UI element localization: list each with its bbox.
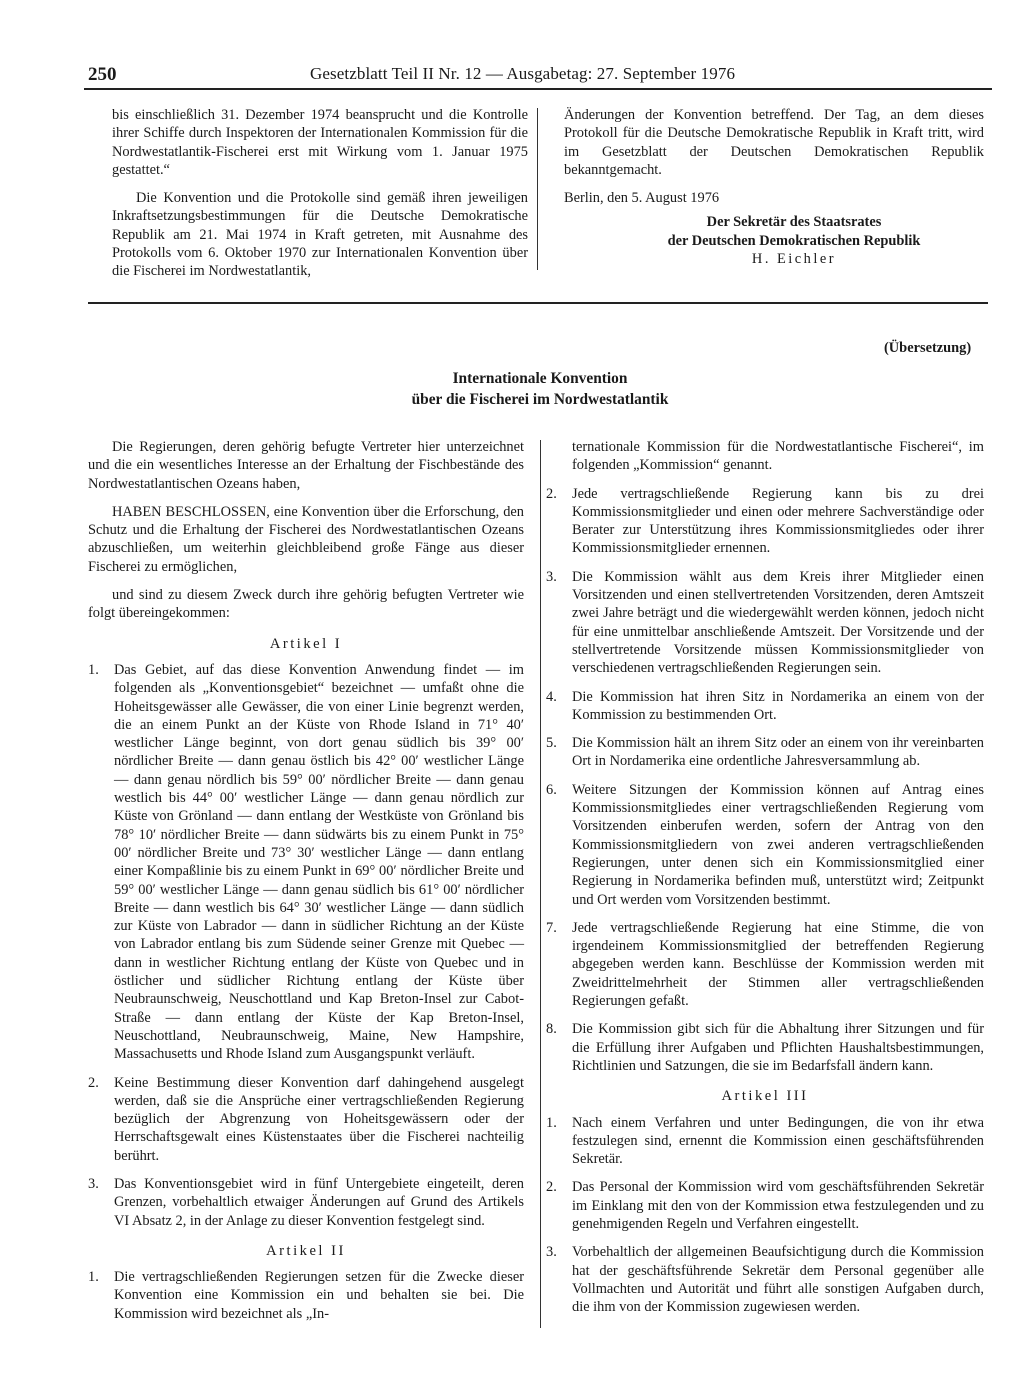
item-text: Weitere Sitzungen der Kommission können auf Antrag eines Kommissionsmitgliedes einer vertragschließenden Regierung vom Vorsitzenden einberufen werden, sofern der Antrag von den Kommissionsmitgliedern von zwei anderen vertragschließenden Regierungen, unter denen sich ein Kommissionsmitglied einer Regierung in Nordamerika befinden muß, unterstützt wird; Zeitpunkt und Ort werden vom Vorsitzenden bestimmt. bbox=[572, 781, 984, 908]
column-divider bbox=[540, 440, 541, 1328]
list-item bbox=[546, 919, 984, 1010]
item-number: 3. bbox=[88, 1175, 99, 1192]
item-text: Die Kommission hat ihren Sitz in Nordamerika an einem von der Kommission zu bestimmenden Ort. bbox=[572, 688, 984, 723]
article-heading: Artikel III bbox=[721, 1088, 809, 1105]
header-rule bbox=[84, 88, 992, 90]
list-item bbox=[88, 1175, 524, 1230]
gazette-header-title: Gesetzblatt Teil II Nr. 12 — Ausgabetag: 27. September 1976 bbox=[310, 64, 736, 83]
item-text: Das Konventionsgebiet wird in fünf Untergebiete eingeteilt, deren Grenzen, vorbehaltlich etwaiger Änderungen auf Grund des Artikels VI Absatz 2, in der Anlage zu dieser Konvention festgelegt sind. bbox=[114, 1175, 524, 1229]
item-number: 3. bbox=[546, 568, 557, 585]
signature-name: H. Eichler bbox=[751, 251, 837, 268]
list-item bbox=[546, 1243, 984, 1316]
column-divider bbox=[537, 108, 538, 270]
document-title-line2: über die Fischerei im Nordwestatlantik bbox=[411, 391, 669, 408]
item-text: Das Personal der Kommission wird vom geschäftsführenden Sekretär im Einklang mit den von der Kommission etwa festzulegenden und zu genehmigenden Regeln und Verfahren eingestellt. bbox=[572, 1179, 984, 1232]
item-number: 6. bbox=[546, 781, 557, 798]
preamble-paragraph: Die Regierungen, deren gehörig befugte Vertreter hier unterzeichnet und die ein wesentliches Interesse an der Erhaltung der Fischbestände des Nordwestatlantischen Ozeans haben, bbox=[88, 439, 524, 492]
item-text: Das Gebiet, auf das diese Konvention Anwendung findet — im folgenden als „Konventionsgebiet“ bezeichnet — umfaßt ohne die Hoheitsgewässer alle Gewässer, die von einer Linie begrenzt werden, die an einem Punkt an der Küste von Rhode Island in 71° 40′ westlicher Länge beginnt, von dort genau südlich bis 39° 00′ nördlicher Breite — dann genau östlich bis 42° 00′ westlicher Länge — dann genau nördlich bis 59° 00′ nördlicher Breite — dann genau westlich bis 44° 00′ westlicher Länge — dann genau nördlich zur Küste von Grönland — dann entlang der Westküste von Grönland bis 78° 10′ nördlicher Breite — dann südwärts bis zu einem Punkt in 75° 00′ nördlicher Breite und 73° 30′ westlicher Länge — dann entlang einer Kompaßlinie bis zu einem Punkt in 69° 00′ nördlicher Breite und 59° 00′ westlicher Länge — dann genau südlich bis 61° 00′ nördlicher Breite — dann westlich bis 64° 30′ westlicher Länge — dann südlich zur Küste von Labrador — dann in südlicher Richtung an der Küste von Labrador entlang bis zum Südende seiner Grenze mit Quebec — dann in westlicher Richtung entlang der Küste von Quebec und in östlicher und südlicher Richtung entlang der Küste über Neubraunschweig, Neuschottland und Kap Breton-Insel zur Cabot-Straße — dann entlang der Küste der Kap Breton-Insel, Neuschottland, Neubraunschweig, Maine, New Hampshire, Massachusetts und Rhode Island zum Ausgangspunkt verläuft. bbox=[114, 661, 524, 1063]
translation-note: (Übersetzung) bbox=[884, 340, 972, 356]
item-number: 4. bbox=[546, 688, 557, 705]
section-separator bbox=[88, 302, 988, 304]
paragraph: Die Konvention und die Protokolle sind gemäß ihren jeweiligen Inkraftsetzungsbestimmungen für die Deutsche Demokratische Republik am 21. Mai 1974 in Kraft getreten, mit Ausnahme des Protokolls vom 6. Oktober 1970 zur Internationalen Konvention über die Fischerei im Nordwestatlantik, bbox=[112, 190, 528, 280]
item-number: 1. bbox=[88, 1269, 99, 1286]
item-number: 7. bbox=[546, 919, 557, 936]
item-number: 2. bbox=[88, 1074, 99, 1091]
main-right-column bbox=[546, 438, 984, 1326]
list-item bbox=[88, 1074, 524, 1165]
item-text: Die Kommission gibt sich für die Abhaltung ihrer Sitzungen und für die Erfüllung ihrer Aufgaben und Pflichten Haushaltsbestimmungen, Richtlinien und Satzungen, die sie im Bedarfsfall ändern kann. bbox=[572, 1021, 984, 1074]
list-item bbox=[546, 438, 984, 475]
item-text: Vorbehaltlich der allgemeinen Beaufsichtigung durch die Kommission hat der geschäftsführende Sekretär dem Personal gegenüber alle Vollmachten und Autorität und führt alle sonstigen Aufgaben durch, die ihm von der Kommission zugewiesen werden. bbox=[572, 1244, 984, 1316]
item-text: Nach einem Verfahren und unter Bedingungen, die von ihr etwa festzulegen sind, ernennt die Kommission einen geschäftsführenden Sekretär. bbox=[572, 1114, 984, 1168]
list-item bbox=[88, 1268, 524, 1323]
list-item bbox=[546, 485, 984, 558]
main-left-column bbox=[88, 438, 524, 1333]
item-number: 1. bbox=[88, 661, 99, 678]
preamble-paragraph: HABEN BESCHLOSSEN, eine Konvention über die Erforschung, den Schutz und die Erhaltung der Fischerei des Nordwestatlantischen Ozeans abzuschließen, um weiterhin gleichbleibend große Fänge aus dieser Fischerei zu ermöglichen, bbox=[88, 503, 524, 575]
paragraph: Änderungen der Konvention betreffend. Der Tag, an dem dieses Protokoll für die Deutsche Demokratische Republik in Kraft tritt, wird im Gesetzblatt der Deutschen Demokratischen Republik bekanntgemacht. bbox=[564, 107, 984, 178]
list-item bbox=[88, 661, 524, 1064]
item-number: 1. bbox=[546, 1114, 557, 1131]
document-title bbox=[320, 368, 760, 410]
item-number: 3. bbox=[546, 1244, 557, 1261]
preamble-paragraph: und sind zu diesem Zweck durch ihre gehörig befugten Vertreter wie folgt übereingekommen: bbox=[88, 587, 524, 622]
list-item bbox=[546, 1020, 984, 1075]
paragraph: bis einschließlich 31. Dezember 1974 beansprucht und die Kontrolle ihrer Schiffe durch Inspektoren der Internationalen Kommission für die Nordwestatlantik-Fischerei erst mit Wirkung vom 1. Januar 1975 gestattet.“ bbox=[112, 107, 528, 178]
signature-title-line1: Der Sekretär des Staatsrates bbox=[706, 214, 882, 231]
list-item bbox=[546, 1114, 984, 1169]
item-text: Keine Bestimmung dieser Konvention darf dahingehend ausgelegt werden, daß sie die Ansprüche einer vertragschließenden Regierung bezüglich der Abgrenzung von Hoheitsgewässern oder der Herrschaftsgewalt eines Küstenstaates über die Fischerei nachteilig berührt. bbox=[114, 1074, 524, 1164]
signature-title-line2: der Deutschen Demokratischen Republik bbox=[667, 232, 921, 249]
top-right-column bbox=[564, 106, 984, 268]
item-number: 2. bbox=[546, 1179, 557, 1196]
list-item bbox=[546, 1178, 984, 1233]
list-item bbox=[546, 734, 984, 771]
item-text: Die vertragschließenden Regierungen setzen für die Zwecke dieser Konvention eine Kommission ein und behalten sie bei. Die Kommission wird bezeichnet als „In- bbox=[114, 1269, 524, 1322]
item-text: Jede vertragschließende Regierung kann bis zu drei Kommissionsmitglieder und einen oder mehrere Sachverständige oder Berater zur Unterstützung ihres Kommissionsmitgliedes oder ihrer Kommissionsmitglieder ernennen. bbox=[572, 485, 984, 557]
item-text: Die Kommission hält an ihrem Sitz oder an einem von ihr vereinbarten Ort in Nordamerika eine ordentliche Jahresversammlung ab. bbox=[572, 735, 984, 770]
item-text: Die Kommission wählt aus dem Kreis ihrer Mitglieder einen Vorsitzenden und einen stellvertretenden Vorsitzenden, deren Amtszeit zwei Jahre beträgt und die wiedergewählt werden können, jedoch nicht für eine unmittelbar anschließende Amtszeit. Der Vorsitzende und der stellvertretende Vorsitzende müssen Kommissionsmitglieder von verschiedenen vertragschließenden Regierungen sein. bbox=[572, 568, 984, 677]
place-date: Berlin, den 5. August 1976 bbox=[564, 190, 720, 207]
document-title-line1: Internationale Konvention bbox=[452, 370, 628, 387]
item-number: 8. bbox=[546, 1021, 557, 1038]
list-item bbox=[546, 781, 984, 909]
article-heading: Artikel II bbox=[266, 1242, 346, 1259]
page-number: 250 bbox=[88, 64, 117, 85]
list-item bbox=[546, 568, 984, 678]
item-number: 5. bbox=[546, 735, 557, 752]
item-number: 2. bbox=[546, 485, 557, 502]
list-item bbox=[546, 688, 984, 725]
item-text: ternationale Kommission für die Nordwestatlantische Fischerei“, im folgenden „Kommission“ genannt. bbox=[572, 439, 984, 474]
item-text: Jede vertragschließende Regierung hat eine Stimme, die von irgendeinem Kommissionsmitglied der betreffenden Regierung abgegeben werden kann. Beschlüsse der Kommission werden mit Zweidrittelmehrheit der Stimmen aller vertragschließenden Regierungen gefaßt. bbox=[572, 919, 984, 1010]
article-heading: Artikel I bbox=[269, 635, 343, 652]
top-left-column bbox=[112, 106, 528, 291]
